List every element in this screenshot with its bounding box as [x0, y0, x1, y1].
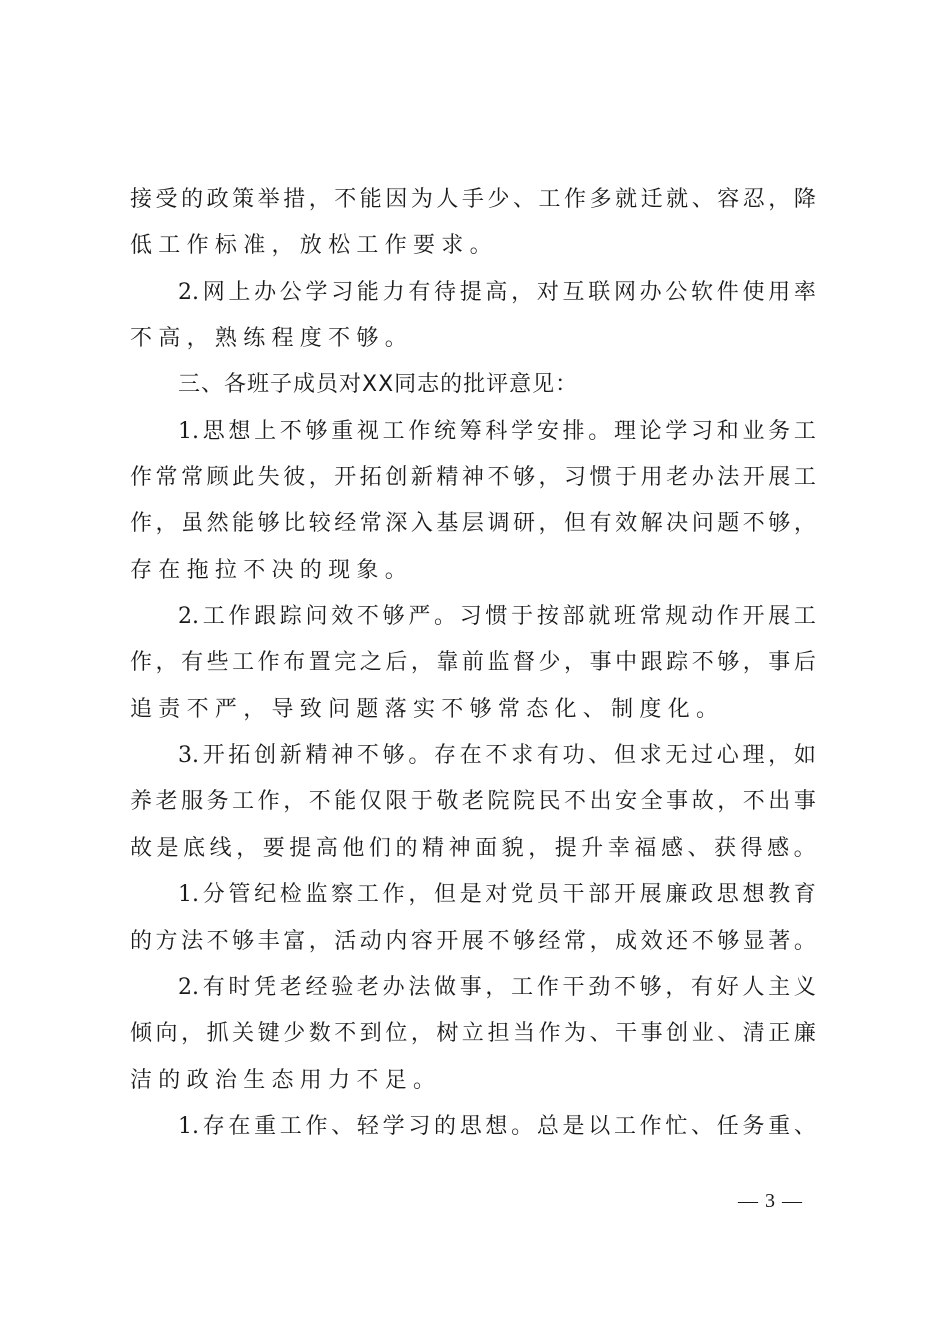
paragraph-line: 追责不严，导致问题落实不够常态化、制度化。: [130, 696, 725, 722]
section-heading: 三、各班子成员对XX同志的批评意见：: [178, 372, 579, 398]
paragraph-line: 3. 开 拓 创 新 精 神 不 够 。 存 在 不 求 有 功 、 但 求 无 过 心 理 ， 如: [178, 743, 816, 769]
paragraph-line: 倾 向 ， 抓 关 键 少 数 不 到 位 ， 树 立 担 当 作 为 、 干 事 创 业 、 清 正 廉: [130, 1021, 816, 1047]
paragraph-line: 低工作标准，放松工作要求。: [130, 233, 498, 259]
paragraph-line: 洁的政治生态用力不足。: [130, 1067, 442, 1093]
paragraph-line: 接 受 的 政 策 举 措 ， 不 能 因 为 人 手 少 、 工 作 多 就 迁 就 、 容 忍 ， 降: [130, 187, 816, 212]
paragraph-line: 存在拖拉不决的现象。: [130, 557, 414, 583]
paragraph-line: 1. 分 管 纪 检 监 察 工 作 ， 但 是 对 党 员 干 部 开 展 廉 政 思 想 教 育: [178, 882, 816, 908]
paragraph-line: 故 是 底 线 ， 要 提 高 他 们 的 精 神 面 貌 ， 提 升 幸 福 感 、 获 得 感 。: [130, 835, 816, 861]
paragraph-line: 作 常 常 顾 此 失 彼 ， 开 拓 创 新 精 神 不 够 ， 习 惯 于 用 老 办 法 开 展 工: [130, 465, 816, 491]
document-page: [130, 177, 816, 1150]
paragraph-line: 作 ， 有 些 工 作 布 置 完 之 后 ， 靠 前 监 督 少 ， 事 中 跟 踪 不 够 ， 事 后: [130, 650, 816, 676]
paragraph-line: 2. 有 时 凭 老 经 验 老 办 法 做 事 ， 工 作 干 劲 不 够 ， 有 好 人 主 义: [178, 974, 816, 1000]
paragraph-line: 1. 存 在 重 工 作 、 轻 学 习 的 思 想 。 总 是 以 工 作 忙 、 任 务 重 、: [178, 1113, 816, 1139]
paragraph-line: 2. 工 作 跟 踪 问 效 不 够 严 。 习 惯 于 按 部 就 班 常 规 动 作 开 展 工: [178, 604, 816, 630]
paragraph-line: 养 老 服 务 工 作 ， 不 能 仅 限 于 敬 老 院 院 民 不 出 安 全 事 故 ， 不 出 事: [130, 789, 816, 815]
paragraph-line: 作 ， 虽 然 能 够 比 较 经 常 深 入 基 层 调 研 ， 但 有 效 解 决 问 题 不 够 ，: [130, 511, 816, 537]
page-number: — 3 —: [738, 1190, 803, 1212]
paragraph-line: 不高，熟练程度不够。: [130, 326, 414, 352]
paragraph-line: 的 方 法 不 够 丰 富 ， 活 动 内 容 开 展 不 够 经 常 ， 成 效 还 不 够 显 著 。: [130, 928, 816, 954]
paragraph-line: 2. 网 上 办 公 学 习 能 力 有 待 提 高 ， 对 互 联 网 办 公 软 件 使 用 率: [178, 279, 816, 305]
paragraph-line: 1. 思 想 上 不 够 重 视 工 作 统 筹 科 学 安 排 。 理 论 学 习 和 业 务 工: [178, 418, 816, 444]
